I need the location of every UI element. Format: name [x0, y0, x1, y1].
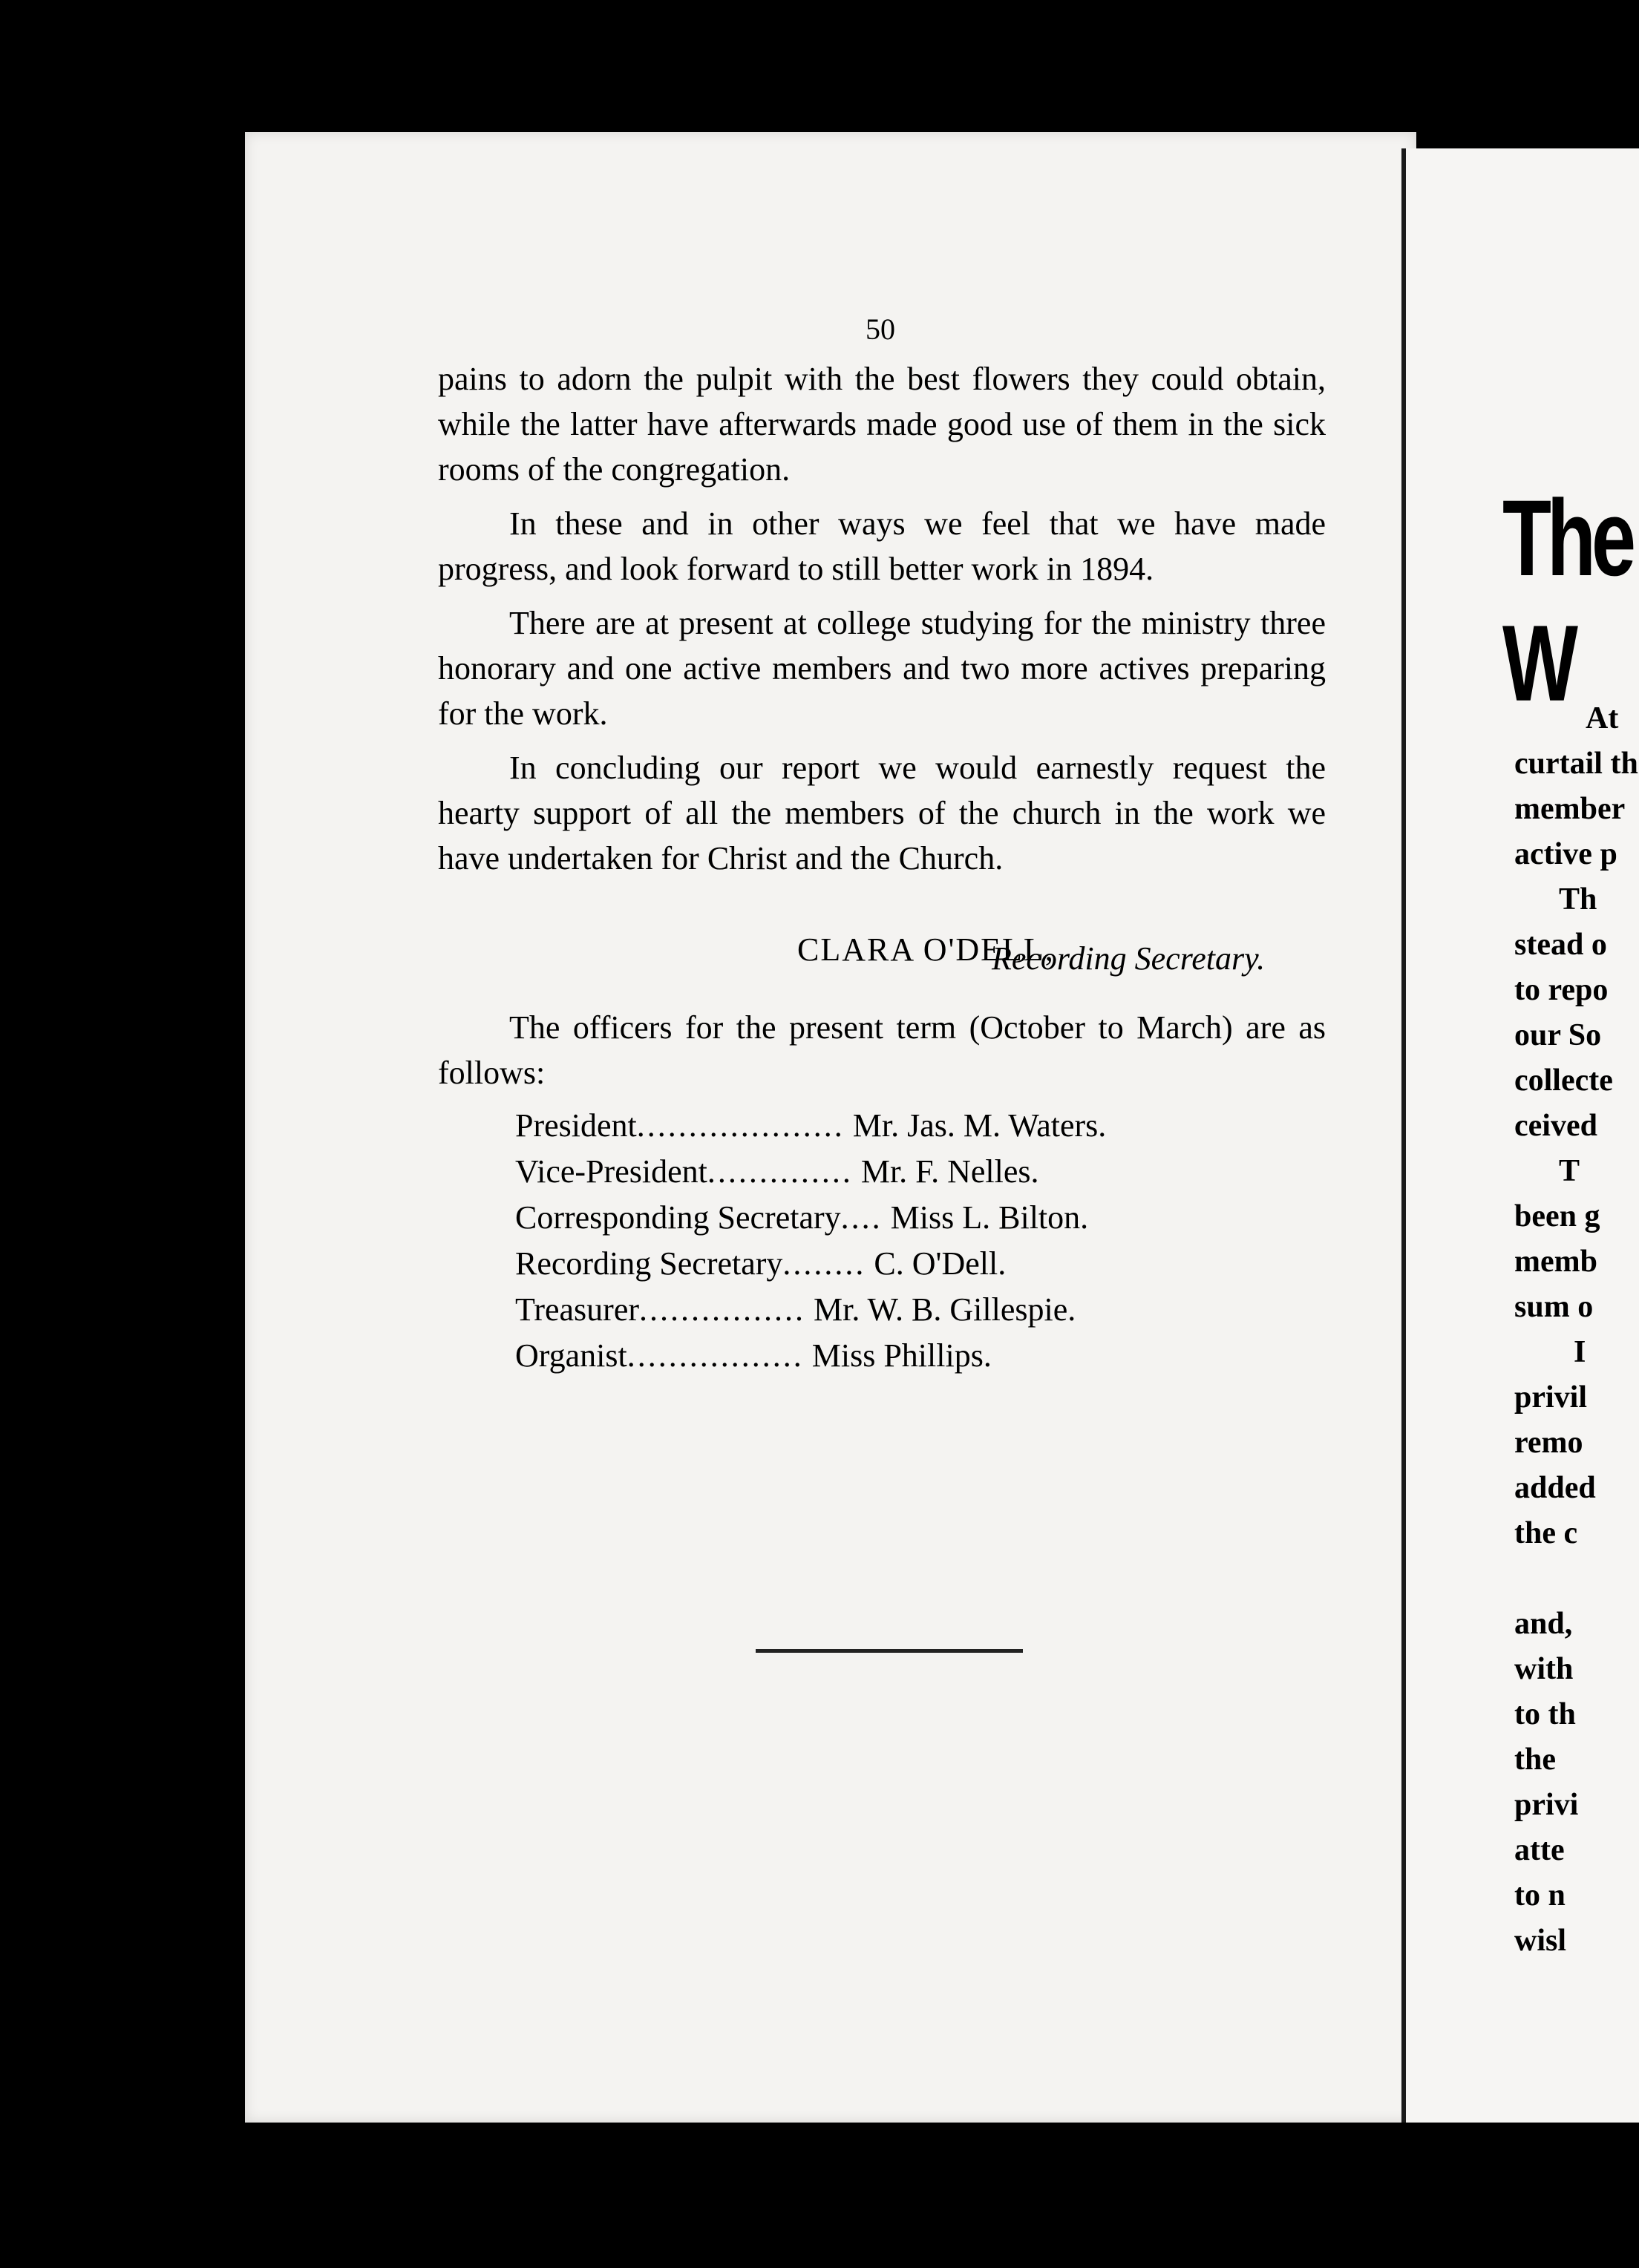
signature-name: CLARA O'DELL, [797, 931, 1055, 968]
right-page-text [1514, 696, 1638, 1964]
paragraph-2: In these and in other ways we feel that we have made progress, and look forward to still better work in 1894. [438, 505, 1326, 587]
text-line: memb [1514, 1245, 1597, 1279]
text-line: ceived [1514, 1109, 1597, 1143]
text-line: remo [1514, 1426, 1583, 1460]
text-line: active p [1514, 837, 1617, 871]
text-line: and, [1514, 1607, 1573, 1641]
text-line: collecte [1514, 1063, 1613, 1098]
officer-row [515, 1103, 1106, 1149]
text-line: privi [1514, 1788, 1579, 1822]
text-line: sum o [1514, 1290, 1594, 1324]
text-line: atte [1514, 1833, 1565, 1867]
section-divider [756, 1649, 1023, 1653]
text-line: been g [1514, 1199, 1600, 1233]
text-line: curtail th [1514, 747, 1638, 781]
text-line: At [1586, 701, 1619, 735]
text-line: member [1514, 792, 1626, 826]
leader-dots: .............. [707, 1153, 853, 1190]
leader-dots: ........ [782, 1245, 866, 1282]
officer-name: Mr. F. Nelles. [860, 1153, 1039, 1190]
officer-role: Recording Secretary [515, 1245, 783, 1282]
officer-name: Mr. Jas. M. Waters. [852, 1107, 1107, 1144]
signature-title: Recording Secretary. [992, 940, 1266, 977]
text-line: privil [1514, 1380, 1588, 1415]
officer-role: Treasurer [515, 1291, 639, 1328]
body-text [438, 356, 1326, 890]
officer-row [515, 1287, 1106, 1333]
officer-role: Organist [515, 1337, 627, 1374]
officers-intro: The officers for the present term (October to March) are as follows: [438, 1009, 1326, 1091]
text-line: the c [1514, 1516, 1578, 1550]
text-line: to th [1514, 1697, 1576, 1731]
text-line: I [1574, 1335, 1586, 1369]
officer-name: Miss Phillips. [811, 1337, 992, 1374]
text-line: Th [1559, 882, 1597, 917]
officer-role: President [515, 1107, 637, 1144]
officer-name: C. O'Dell. [874, 1245, 1007, 1282]
officer-name: Miss L. Bilton. [890, 1199, 1089, 1236]
leader-dots: .................... [636, 1107, 845, 1144]
paragraph-4: In concluding our report we would earnestly request the hearty support of all the members of the church in the work we have undertaken for Christ and the Church. [438, 750, 1326, 876]
officer-row [515, 1241, 1106, 1287]
text-line: our So [1514, 1018, 1602, 1052]
leader-dots: ................ [639, 1291, 805, 1328]
text-line: wisl [1514, 1924, 1567, 1958]
paragraph-1: pains to adorn the pulpit with the best flowers they could obtain, while the latter have afterwards made good use of them in the sick rooms of the congregation. [438, 361, 1326, 488]
officer-role: Vice-President [515, 1153, 707, 1190]
text-line: with [1514, 1652, 1574, 1686]
officers-list [515, 1103, 1106, 1379]
paragraph-3: There are at present at college studying for the ministry three honorary and one active members and two more actives preparing for the work. [438, 605, 1326, 732]
leader-dots: ................. [627, 1337, 804, 1374]
page-number: 50 [866, 312, 895, 346]
officer-role: Corresponding Secretary [515, 1199, 841, 1236]
officer-row [515, 1195, 1106, 1241]
text-line: T [1559, 1154, 1580, 1188]
text-line: the [1514, 1743, 1556, 1777]
officer-row [515, 1333, 1106, 1379]
officer-row [515, 1149, 1106, 1195]
text-line: added [1514, 1471, 1596, 1505]
leader-dots: .... [840, 1199, 883, 1236]
text-line: to repo [1514, 973, 1609, 1007]
right-page-heading: The W [1502, 476, 1632, 724]
officer-name: Mr. W. B. Gillespie. [814, 1291, 1076, 1328]
text-line: stead o [1514, 928, 1607, 962]
text-line: to n [1514, 1878, 1566, 1913]
